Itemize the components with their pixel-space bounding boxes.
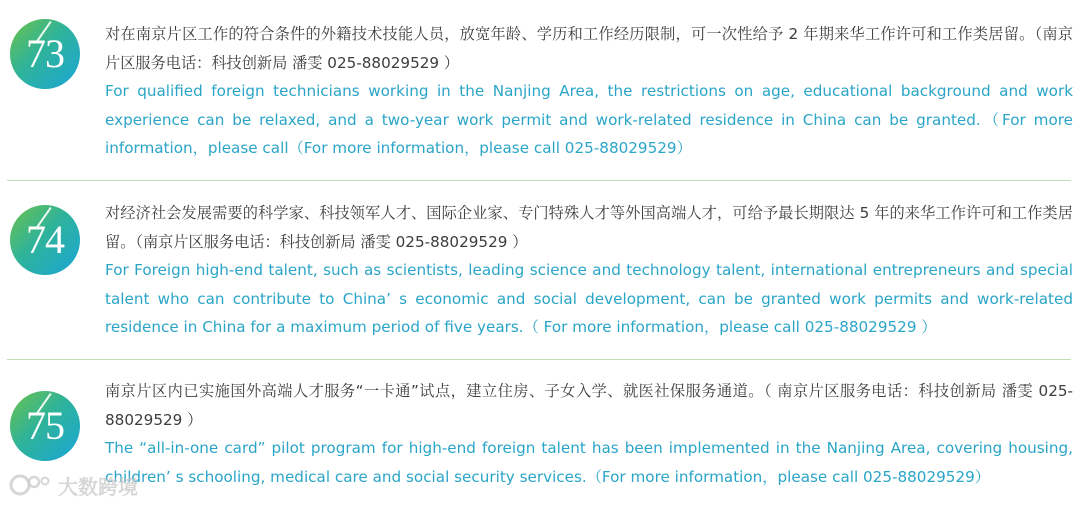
badge-number: 73: [26, 31, 64, 76]
chinese-paragraph: 对经济社会发展需要的科学家、科技领军人才、国际企业家、专门特殊人才等外国高端人才，可给予最长期限达 5 年的来华工作许可和工作类居留。（南京片区服务电话：科技创新局 潘雯 025-88029529 ）: [105, 204, 1073, 251]
divider: [7, 359, 1071, 360]
item-text: [105, 20, 1073, 163]
number-badge: [10, 19, 80, 89]
badge-number: 74: [26, 217, 64, 262]
watermark-logo-icon: [8, 473, 52, 497]
english-paragraph: For qualified foreign technicians working in the Nanjing Area, the restrictions on age, educational background and work experience can be relaxed, and a two-year work permit and work-related residence in China can be granted.（For more information，please call（For more information，please call 025-88029529）: [105, 82, 1073, 158]
divider: [7, 180, 1071, 181]
chinese-paragraph: 南京片区内已实施国外高端人才服务“一卡通”试点，建立住房、子女入学、就医社保服务通道。（ 南京片区服务电话：科技创新局 潘雯 025-88029529 ）: [105, 382, 1073, 429]
number-badge: [10, 391, 80, 461]
english-paragraph: For Foreign high-end talent, such as scientists, leading science and technology talent, international entrepreneurs and special talent who can contribute to China’ s economic and social development, can be granted work permits and work-related residence in China for a maximum period of five years.（ For more information，please call 025-88029529 ）: [105, 261, 1073, 337]
item-text: [105, 377, 1073, 491]
number-badge: [10, 205, 80, 275]
badge-number: 75: [26, 403, 64, 448]
english-paragraph: The “all-in-one card” pilot program for high-end foreign talent has been implemented in the Nanjing Area, covering housing, children’ s schooling, medical care and social security services.（For more information，please call 025-88029529）: [105, 439, 1073, 486]
chinese-paragraph: 对在南京片区工作的符合条件的外籍技术技能人员，放宽年龄、学历和工作经历限制，可一次性给予 2 年期来华工作许可和工作类居留。（南京片区服务电话：科技创新局 潘雯 025-88029529 ）: [105, 25, 1073, 72]
watermark: [8, 470, 138, 500]
watermark-text: 大数跨境: [58, 474, 138, 499]
item-text: [105, 199, 1073, 342]
